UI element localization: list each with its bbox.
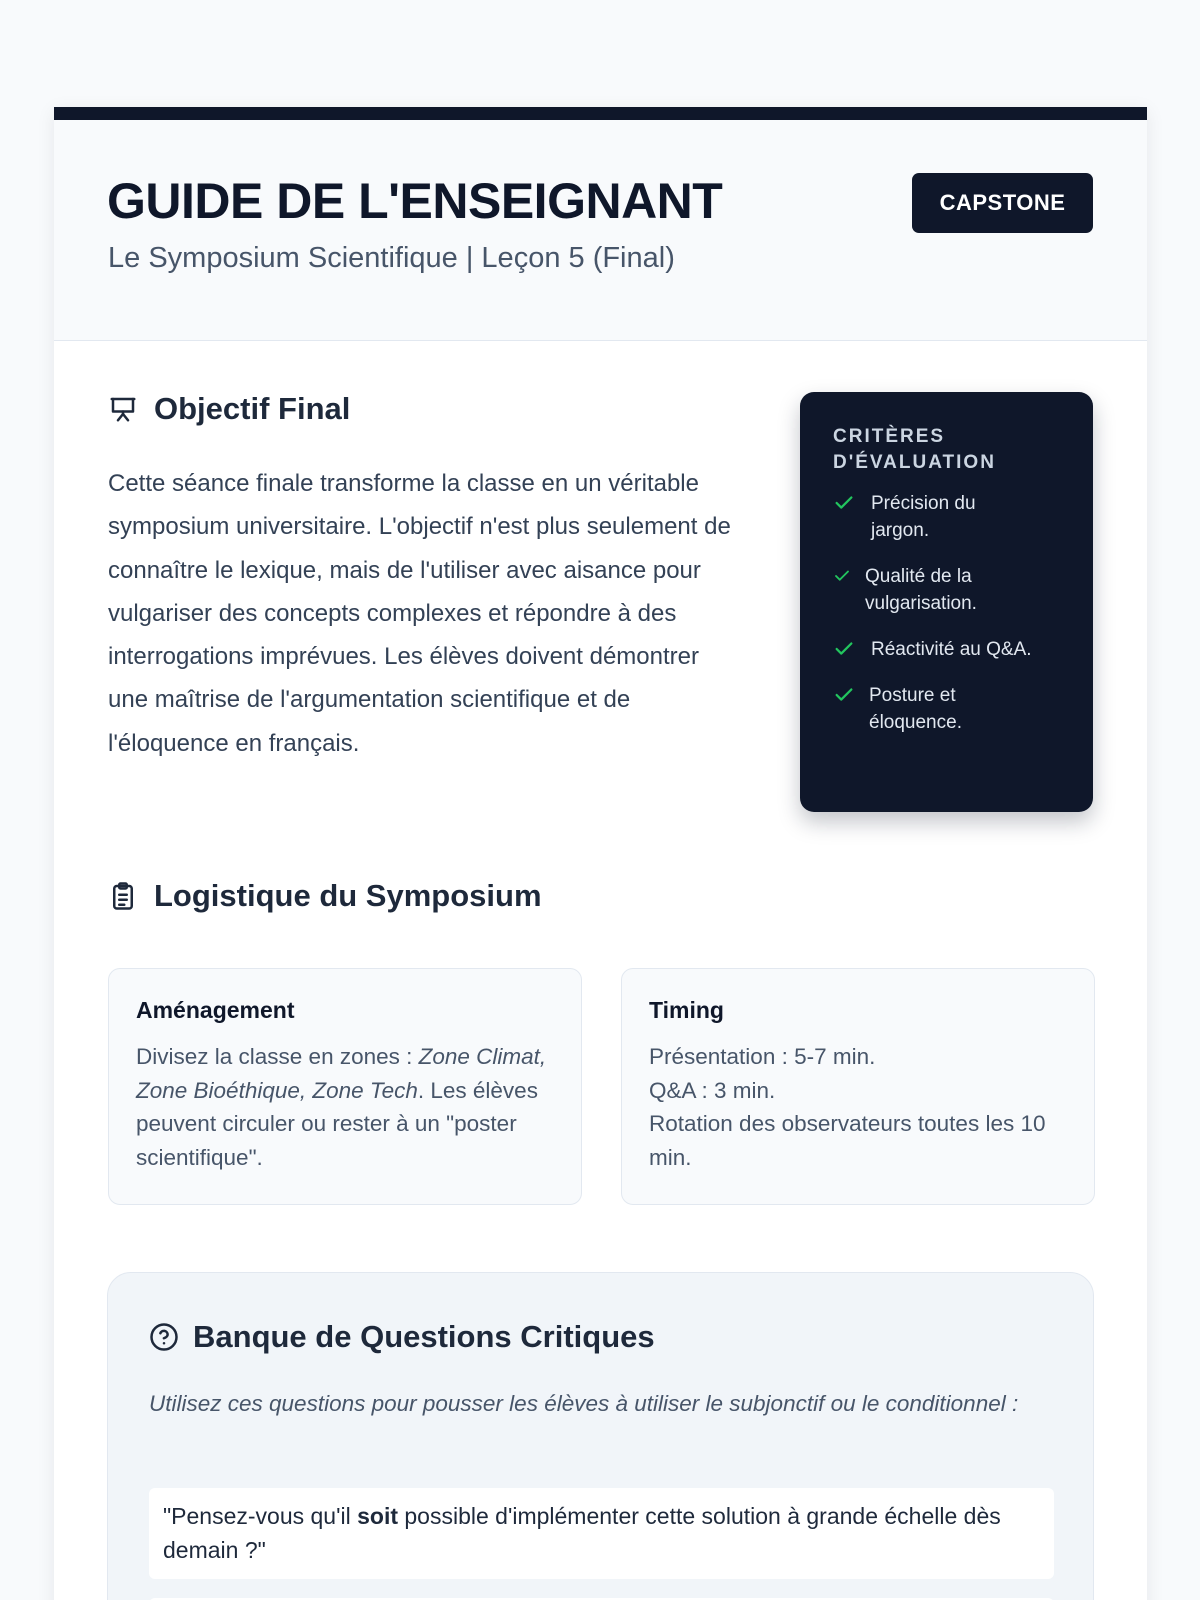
- amenagement-intro: Divisez la classe en zones :: [136, 1044, 419, 1069]
- question-text-after: possible d'implémenter cette solution à grande échelle dès demain ?": [163, 1503, 1001, 1563]
- question-circle-icon: [149, 1322, 179, 1352]
- criteria-item: [833, 490, 1063, 544]
- check-icon: [833, 636, 857, 662]
- logistics-heading-label: Logistique du Symposium: [154, 878, 542, 913]
- criteria-item: [833, 682, 1063, 736]
- check-icon: [833, 682, 855, 708]
- criteria-title-line1: CRITÈRES: [833, 426, 946, 447]
- page-subtitle: Le Symposium Scientifique | Leçon 5 (Final): [108, 242, 675, 274]
- timing-line: Rotation des observateurs toutes les 10 min.: [649, 1111, 1046, 1170]
- criteria-list: [833, 490, 1063, 736]
- amenagement-title: Aménagement: [136, 997, 295, 1023]
- timing-text: [649, 1040, 1067, 1174]
- criteria-title-line2: D'ÉVALUATION: [833, 452, 996, 473]
- timing-title: Timing: [649, 997, 724, 1023]
- criteria-item-label: Qualité de la vulgarisation.: [865, 566, 977, 614]
- criteria-item: [833, 636, 1063, 663]
- criteria-item: [833, 563, 1063, 617]
- question-item: [149, 1488, 1054, 1579]
- criteria-title: [833, 424, 1063, 476]
- evaluation-criteria-card: [800, 392, 1093, 812]
- question-bank-heading-label: Banque de Questions Critiques: [193, 1319, 655, 1354]
- question-bank-heading: [149, 1319, 655, 1355]
- question-bank: [107, 1272, 1094, 1600]
- clipboard-icon: [108, 881, 138, 911]
- question-emphasis: soit: [357, 1503, 398, 1529]
- timing-line: Q&A : 3 min.: [649, 1077, 776, 1103]
- criteria-item-label: Précision du jargon.: [871, 493, 976, 541]
- timing-line: Présentation : 5-7 min.: [649, 1044, 876, 1069]
- objective-paragraph: Cette séance finale transforme la classe en un véritable symposium universitaire. L'objectif n'est plus seulement de connaître le lexique, mais de l'utiliser avec aisance pour vulgariser des concepts complexes et répondre à des interrogations imprévues. Les élèves doivent démontrer une maîtrise de l'argumentation scientifique et de l'éloquence en français.: [108, 470, 731, 757]
- amenagement-text: [136, 1040, 554, 1174]
- objective-heading: [108, 391, 350, 427]
- guide-header: [54, 120, 1147, 341]
- capstone-badge: CAPSTONE: [912, 173, 1093, 233]
- check-icon: [833, 490, 857, 516]
- question-text-before: "Pensez-vous qu'il: [163, 1503, 358, 1529]
- presentation-board-icon: [108, 394, 138, 424]
- amenagement-box: [108, 968, 582, 1205]
- check-icon: [833, 563, 851, 589]
- amenagement-zones: Zone Climat, Zone Bioéthique, Zone Tech: [136, 1044, 547, 1103]
- teacher-guide-card: [54, 107, 1147, 1600]
- criteria-item-label: Posture et éloquence.: [869, 685, 962, 733]
- criteria-item-label: Réactivité au Q&A.: [871, 639, 1032, 660]
- amenagement-rest: . Les élèves peuvent circuler ou rester à un "poster scientifique".: [136, 1077, 538, 1170]
- page-title: GUIDE DE L'ENSEIGNANT: [107, 173, 723, 229]
- objective-heading-label: Objectif Final: [154, 391, 351, 426]
- logistics-heading: [108, 878, 542, 914]
- question-bank-intro: Utilisez ces questions pour pousser les élèves à utiliser le subjonctif ou le conditionnel :: [149, 1391, 1019, 1416]
- timing-box: [621, 968, 1095, 1205]
